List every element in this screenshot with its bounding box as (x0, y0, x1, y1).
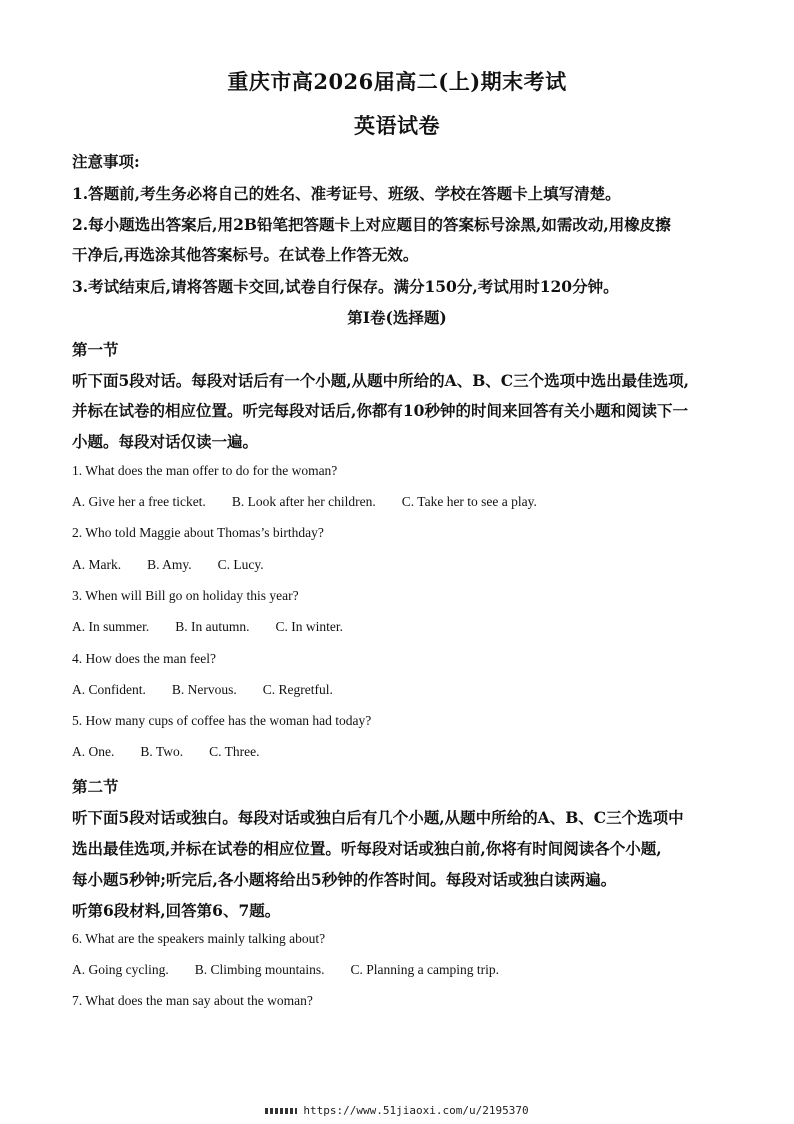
option-a: A. Confident. (72, 682, 146, 697)
option-b: B. Climbing mountains. (194, 962, 325, 977)
material-heading: 听第6段材料,回答第6、7题。 (72, 901, 281, 920)
options-4 (72, 682, 732, 698)
section2-instruction: 每小题5秒钟;听完后,各小题将给出5秒钟的作答时间。每段对话或独白读两遍。 (72, 870, 617, 889)
option-b: B. Look after her children. (231, 494, 376, 509)
notes-heading: 注意事项: (72, 152, 140, 171)
section1-instruction: 小题。每段对话仅读一遍。 (72, 432, 259, 451)
footer (0, 1104, 794, 1117)
option-c: C. Lucy. (217, 557, 264, 572)
footer-url[interactable]: https://www.51jiaoxi.com/u/2195370 (303, 1104, 529, 1117)
footer-logo-icon (265, 1108, 297, 1114)
note-line: 干净后,再选涂其他答案标号。在试卷上作答无效。 (72, 245, 419, 264)
question-7: 7. What does the man say about the woman? (72, 993, 313, 1008)
option-c: C. In winter. (275, 619, 343, 634)
section1-instruction: 并标在试卷的相应位置。听完每段对话后,你都有10秒钟的时间来回答有关小题和阅读下一 (72, 401, 688, 420)
option-a: A. Going cycling. (72, 962, 169, 977)
options-5 (72, 744, 732, 760)
options-6 (72, 962, 732, 978)
option-a: A. In summer. (72, 619, 150, 634)
exam-title: 重庆市高2026届高二(上)期末考试 (227, 69, 567, 94)
question-3: 3. When will Bill go on holiday this year? (72, 588, 299, 603)
note-line: 1.答题前,考生务必将自己的姓名、准考证号、班级、学校在答题卡上填写清楚。 (72, 184, 621, 203)
section1-heading: 第一节 (72, 340, 119, 359)
exam-subtitle: 英语试卷 (354, 113, 440, 138)
note-line: 3.考试结束后,请将答题卡交回,试卷自行保存。满分150分,考试用时120分钟。 (72, 277, 619, 296)
question-2: 2. Who told Maggie about Thomas’s birthday? (72, 525, 324, 540)
option-a: A. Give her a free ticket. (72, 494, 206, 509)
option-c: C. Regretful. (262, 682, 333, 697)
section2-instruction: 选出最佳选项,并标在试卷的相应位置。听每段对话或独白前,你将有时间阅读各个小题, (72, 839, 662, 858)
option-a: A. Mark. (72, 557, 122, 572)
section2-heading: 第二节 (72, 777, 119, 796)
option-c: C. Three. (209, 744, 260, 759)
option-b: B. In autumn. (175, 619, 250, 634)
section2-instruction: 听下面5段对话或独白。每段对话或独白后有几个小题,从题中所给的A、B、C三个选项中 (72, 808, 684, 827)
option-b: B. Nervous. (171, 682, 237, 697)
option-c: C. Planning a camping trip. (350, 962, 499, 977)
options-1 (72, 494, 732, 510)
option-b: B. Two. (140, 744, 184, 759)
question-6: 6. What are the speakers mainly talking about? (72, 931, 326, 946)
question-4: 4. How does the man feel? (72, 651, 216, 666)
question-5: 5. How many cups of coffee has the woman had today? (72, 713, 372, 728)
note-line: 2.每小题选出答案后,用2B铅笔把答题卡上对应题目的答案标号涂黑,如需改动,用橡皮擦 (72, 215, 671, 234)
option-b: B. Amy. (147, 557, 192, 572)
option-c: C. Take her to see a play. (401, 494, 537, 509)
question-1: 1. What does the man offer to do for the woman? (72, 463, 338, 478)
option-a: A. One. (72, 744, 115, 759)
part-title: 第I卷(选择题) (347, 308, 447, 327)
options-2 (72, 557, 732, 573)
options-3 (72, 619, 732, 635)
section1-instruction: 听下面5段对话。每段对话后有一个小题,从题中所给的A、B、C三个选项中选出最佳选项, (72, 371, 690, 390)
